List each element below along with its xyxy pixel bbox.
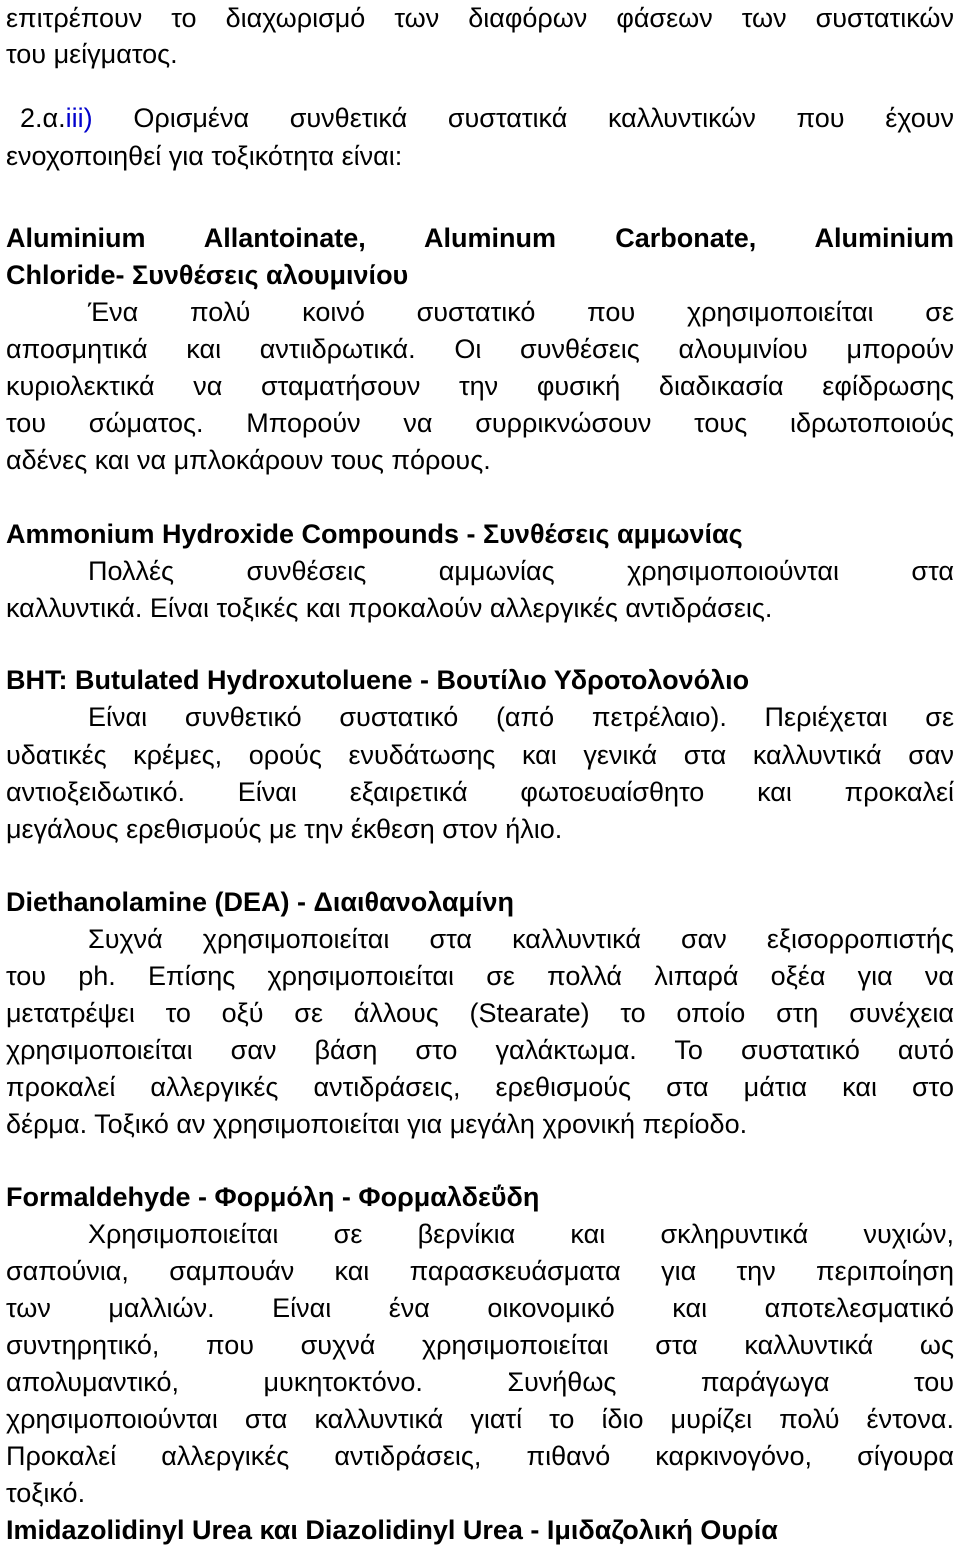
- section-body-line: αποσμητικά και αντιιδρωτικά. Οι συνθέσεις αλουμινίου μπορούν: [6, 334, 954, 364]
- section-body-line: Είναι συνθετικό συστατικό (από πετρέλαιο). Περιέχεται σε: [88, 702, 954, 732]
- intro-line-1: επιτρέπουν το διαχωρισμό των διαφόρων φάσεων των συστατικών: [6, 3, 954, 33]
- section-heading-line: Aluminium Allantoinate, Aluminum Carbonate, Aluminium: [6, 223, 954, 253]
- section-heading-line: Chloride- Συνθέσεις αλουμινίου: [6, 260, 409, 290]
- section-heading-line: Diethanolamine (DEA) - Διαιθανολαμίνη: [6, 887, 515, 917]
- intro-line-2: του μείγματος.: [6, 39, 178, 69]
- section-link[interactable]: iii): [65, 103, 93, 133]
- section-body-line: τοξικό.: [6, 1478, 86, 1508]
- section-body-line: αδένες και να μπλοκάρουν τους πόρους.: [6, 445, 491, 475]
- section-body-line: υδατικές κρέμες, ορούς ενυδάτωσης και γενικά στα καλλυντικά σαν: [6, 740, 954, 770]
- section-body-line: συντηρητικό, που συχνά χρησιμοποιείται στα καλλυντικά ως: [6, 1330, 954, 1360]
- section-body-line: κυριολεκτικά να σταματήσουν την φυσική διαδικασία εφίδρωσης: [6, 371, 954, 401]
- section-number: 2.α.: [20, 103, 66, 133]
- section-body-line: χρησιμοποιείται σαν βάση στο γαλάκτωμα. Το συστατικό αυτό: [6, 1035, 954, 1065]
- section-body-line: σαπούνια, σαμπουάν και παρασκευάσματα για την περιποίηση: [6, 1256, 954, 1286]
- section-body-line: μετατρέψει το οξύ σε άλλους (Stearate) το οποίο στη συνέχεια: [6, 998, 954, 1028]
- section-body-line: καλλυντικά. Είναι τοξικές και προκαλούν αλλεργικές αντιδράσεις.: [6, 593, 773, 623]
- section-body-line: αντιοξειδωτικό. Είναι εξαιρετικά φωτοευαίσθητο και προκαλεί: [6, 777, 954, 807]
- section-body-line: Πολλές συνθέσεις αμμωνίας χρησιμοποιούνται στα: [88, 556, 954, 586]
- section-body-line: απολυμαντικό, μυκητοκτόνο. Συνήθως παράγωγα του: [6, 1367, 954, 1397]
- section-body-line: μεγάλους ερεθισμούς με την έκθεση στον ήλιο.: [6, 814, 563, 844]
- section-heading-line: Formaldehyde - Φορμόλη - Φορμαλδεΰδη: [6, 1182, 540, 1212]
- intro-line-4: ενοχοποιηθεί για τοξικότητα είναι:: [6, 141, 403, 171]
- section-body-line: Ένα πολύ κοινό συστατικό που χρησιμοποιείται σε: [88, 297, 954, 327]
- section-body-line: Συχνά χρησιμοποιείται στα καλλυντικά σαν εξισορροπιστής: [88, 924, 954, 954]
- section-heading-line: Imidazolidinyl Urea και Diazolidinyl Urea - Ιμιδαζολική Ουρία: [6, 1515, 778, 1545]
- section-heading-line: Ammonium Hydroxide Compounds - Συνθέσεις αμμωνίας: [6, 519, 743, 549]
- section-body-line: χρησιμοποιούνται στα καλλυντικά γιατί το ίδιο μυρίζει πολύ έντονα.: [6, 1404, 954, 1434]
- section-body-line: του σώματος. Μπορούν να συρρικνώσουν τους ιδρωτοποιούς: [6, 408, 954, 438]
- section-heading-line: BHT: Butulated Hydroxutoluene - Βουτίλιο Υδροτολονόλιο: [6, 665, 750, 695]
- section-body-line: του ph. Επίσης χρησιμοποιείται σε πολλά λιπαρά οξέα για να: [6, 961, 954, 991]
- section-body-line: προκαλεί αλλεργικές αντιδράσεις, ερεθισμούς στα μάτια και στο: [6, 1072, 954, 1102]
- section-body-line: δέρμα. Τοξικό αν χρησιμοποιείται για μεγάλη χρονική περίοδο.: [6, 1109, 748, 1139]
- section-body-line: Προκαλεί αλλεργικές αντιδράσεις, πιθανό καρκινογόνο, σίγουρα: [6, 1441, 954, 1471]
- intro-line-3: [6, 100, 954, 136]
- section-body-line: των μαλλιών. Είναι ένα οικονομικό και αποτελεσματικό: [6, 1293, 954, 1323]
- intro-line-3-text: Ορισμένα συνθετικά συστατικά καλλυντικών που έχουν: [92, 103, 954, 133]
- section-body-line: Χρησιμοποιείται σε βερνίκια και σκληρυντικά νυχιών,: [88, 1219, 954, 1249]
